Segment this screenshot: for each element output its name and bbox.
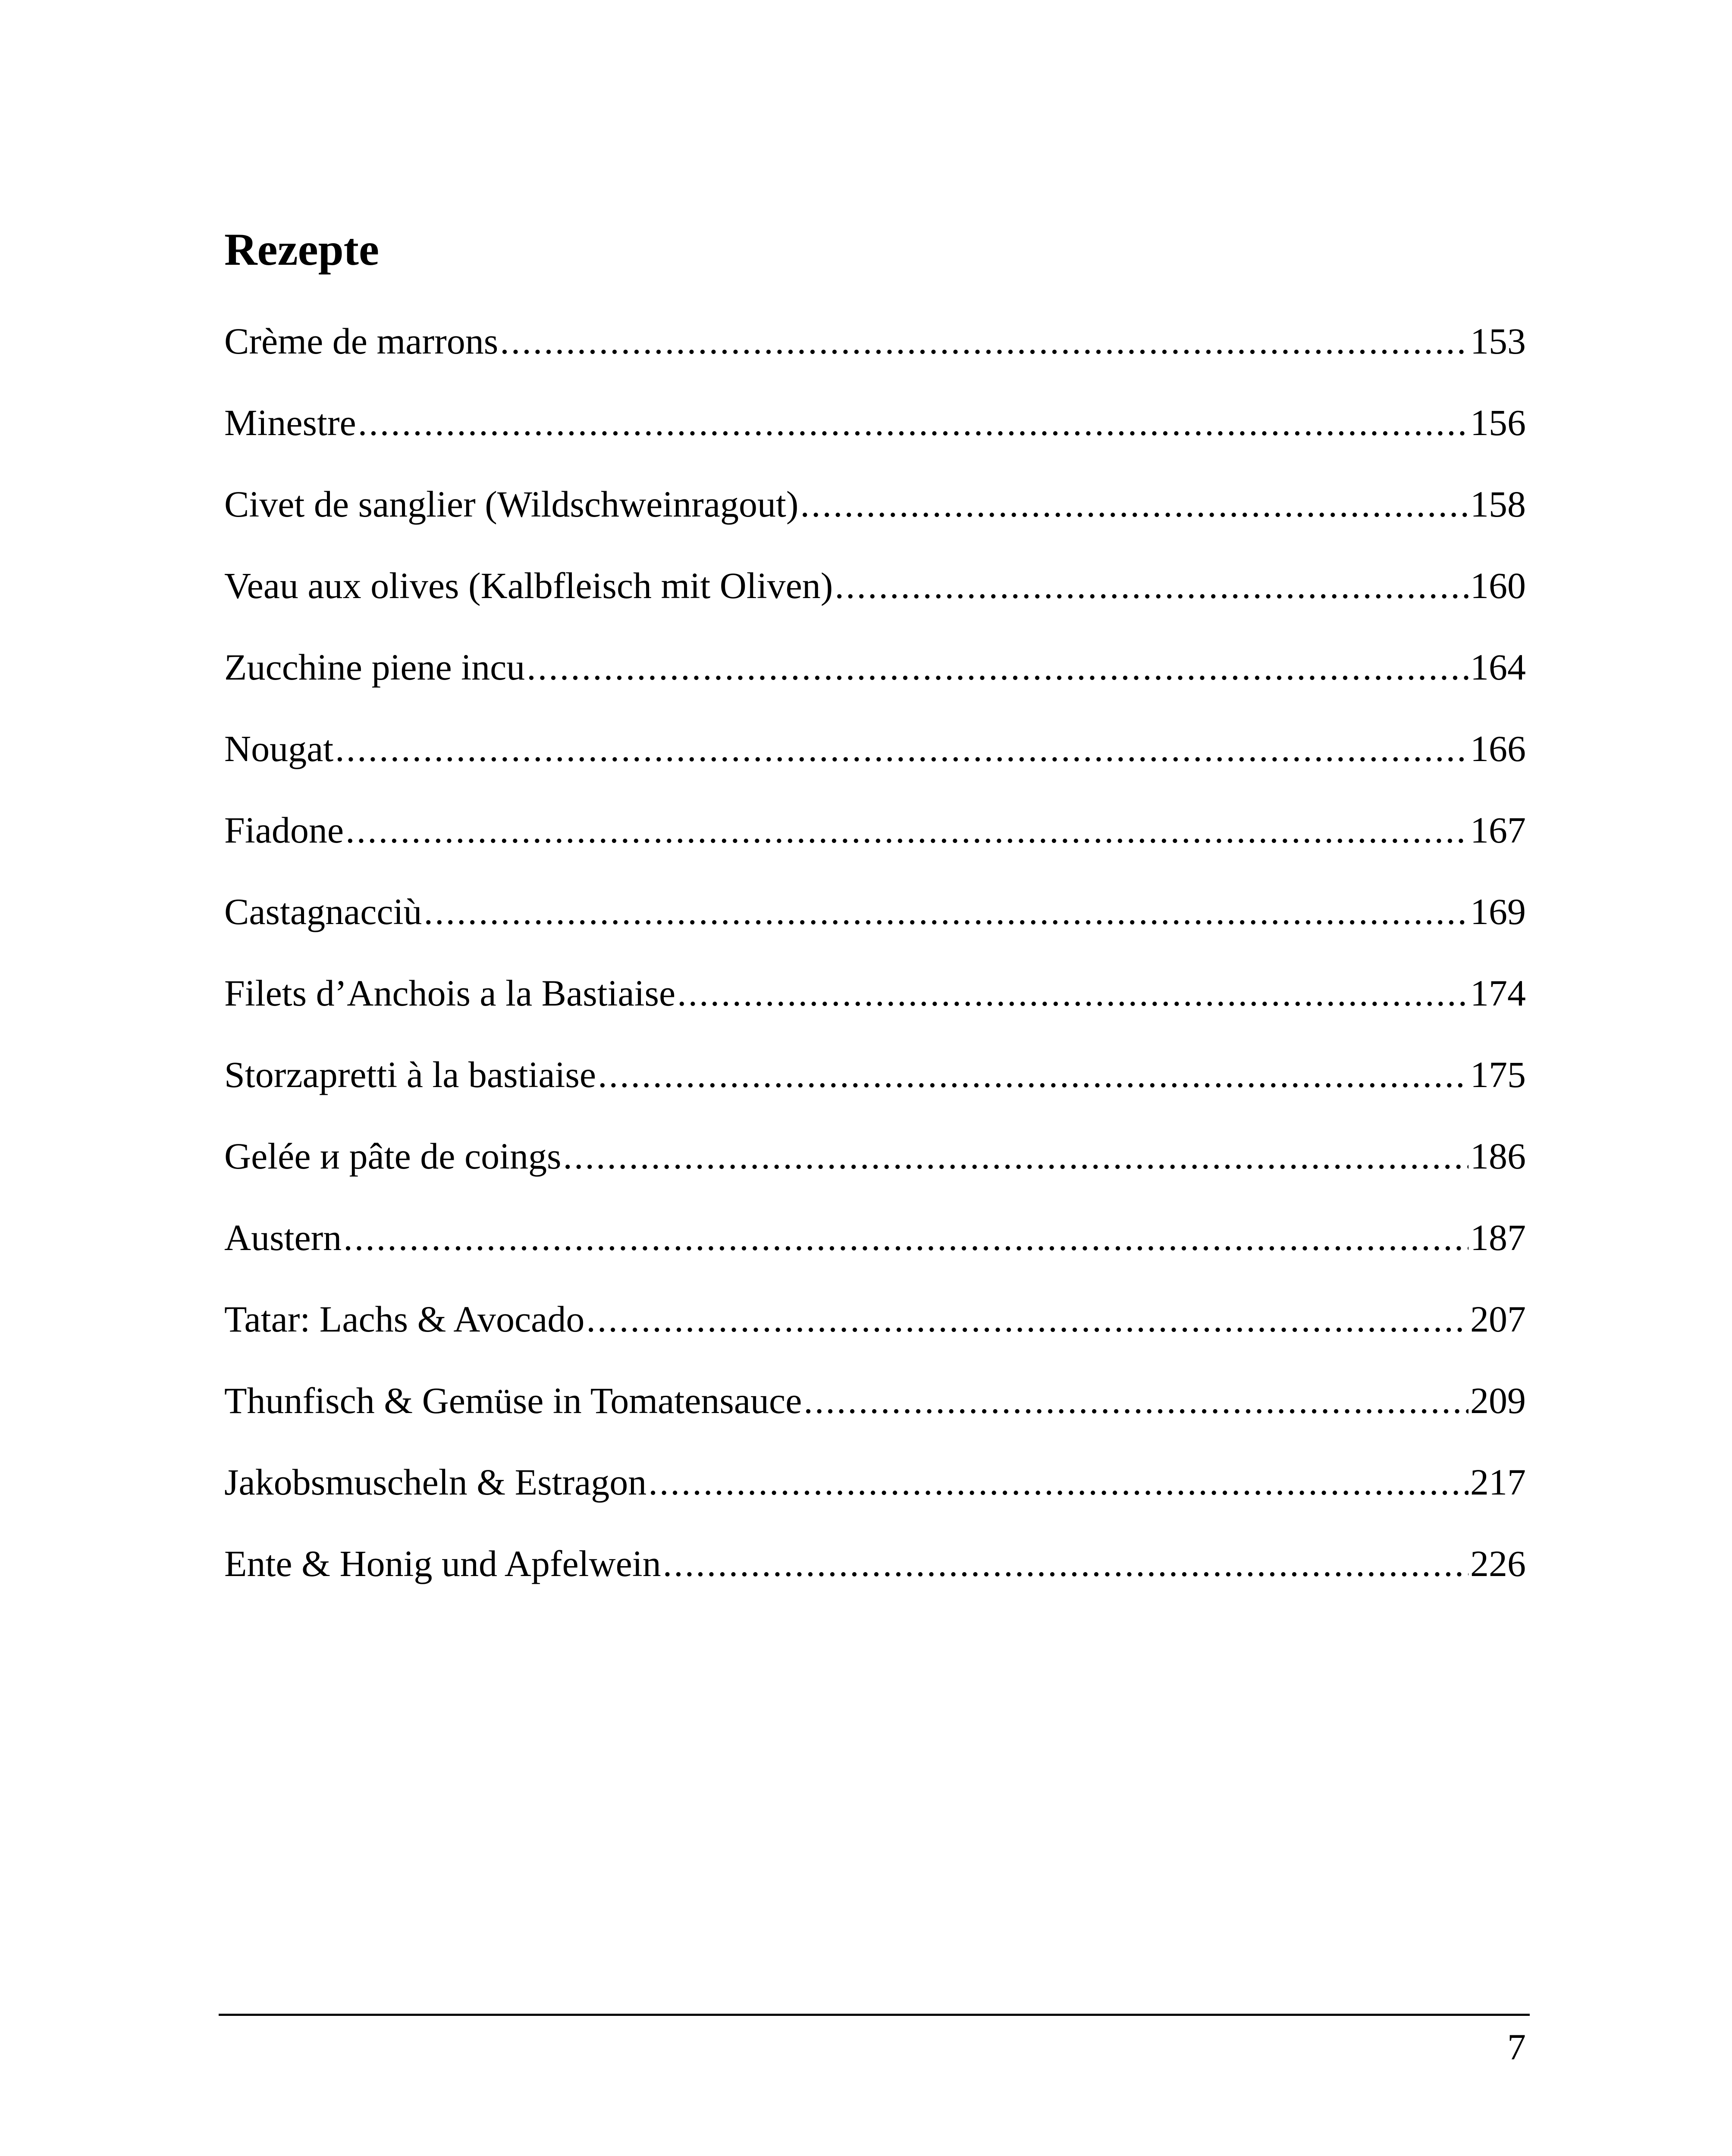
toc-entry-title: Gelée и pâte de coings — [224, 1135, 562, 1177]
toc-entry-page: 217 — [1470, 1461, 1526, 1503]
toc-entry-title: Filets d’Anchois a la Bastiaise — [224, 972, 676, 1014]
toc-entry[interactable] — [224, 320, 1526, 404]
toc-entry[interactable] — [224, 1219, 1526, 1300]
toc-entry-page: 166 — [1470, 728, 1526, 769]
toc-entry[interactable] — [224, 1056, 1526, 1138]
page-number: 7 — [1507, 2026, 1526, 2068]
toc-entry-page: 156 — [1470, 402, 1526, 443]
toc-entry-title: Minestre — [224, 402, 356, 443]
toc-entry[interactable] — [224, 809, 1526, 893]
toc-entry-page: 153 — [1470, 320, 1526, 362]
toc-entry[interactable] — [224, 1545, 1526, 1626]
toc-entry[interactable] — [224, 1382, 1526, 1463]
toc-entry-title: Crème de marrons — [224, 320, 499, 362]
toc-entry-title: Austern — [224, 1217, 342, 1258]
toc-entry-title: Zucchine piene incu — [224, 646, 525, 688]
dot-leader — [677, 975, 1468, 1012]
toc-entry-title: Jakobsmuscheln & Estragon — [224, 1461, 647, 1503]
toc-entry[interactable] — [224, 483, 1526, 567]
dot-leader — [424, 893, 1468, 930]
dot-leader — [586, 1300, 1468, 1338]
toc-entry-page: 164 — [1470, 646, 1526, 688]
toc-entry[interactable] — [224, 404, 1526, 486]
toc-entry[interactable] — [224, 646, 1526, 730]
toc-entry-title: Ente & Honig und Apfelwein — [224, 1543, 661, 1584]
dot-leader — [835, 567, 1468, 604]
dot-leader — [598, 1056, 1468, 1093]
toc-entry-title: Veau aux olives (Kalbfleisch mit Oliven) — [224, 565, 833, 606]
dot-leader — [500, 323, 1468, 360]
toc-entry-page: 209 — [1470, 1380, 1526, 1421]
dot-leader — [345, 812, 1468, 849]
toc-entry[interactable] — [224, 567, 1526, 649]
dot-leader — [335, 730, 1468, 767]
toc-entry[interactable] — [224, 972, 1526, 1056]
toc-entry-title: Storzapretti à la bastiaise — [224, 1054, 596, 1095]
toc-entry-page: 158 — [1470, 483, 1526, 525]
toc-entry-title: Thunfisch & Gemüse in Tomatensauce — [224, 1380, 802, 1421]
toc-entry-title: Fiadone — [224, 809, 344, 851]
toc-entry-page: 174 — [1470, 972, 1526, 1014]
toc-entry[interactable] — [224, 1463, 1526, 1545]
dot-leader — [343, 1219, 1468, 1256]
toc-entry[interactable] — [224, 730, 1526, 812]
toc-entry-page: 226 — [1470, 1543, 1526, 1584]
dot-leader — [358, 404, 1468, 441]
table-of-contents — [224, 320, 1526, 1626]
footer-divider — [219, 2014, 1530, 2016]
toc-entry-page: 167 — [1470, 809, 1526, 851]
toc-entry-page: 187 — [1470, 1217, 1526, 1258]
toc-entry-page: 186 — [1470, 1135, 1526, 1177]
dot-leader — [800, 486, 1468, 523]
toc-entry[interactable] — [224, 1135, 1526, 1219]
dot-leader — [563, 1138, 1468, 1175]
toc-entry[interactable] — [224, 1300, 1526, 1382]
toc-entry-title: Nougat — [224, 728, 334, 769]
toc-entry-page: 175 — [1470, 1054, 1526, 1095]
dot-leader — [648, 1463, 1468, 1501]
toc-entry-title: Civet de sanglier (Wildschweinragout) — [224, 483, 799, 525]
dot-leader — [527, 649, 1468, 686]
toc-entry-title: Tatar: Lachs & Avocado — [224, 1298, 585, 1340]
toc-entry[interactable] — [224, 893, 1526, 975]
page-title: Rezepte — [224, 224, 379, 275]
toc-entry-page: 169 — [1470, 891, 1526, 932]
dot-leader — [803, 1382, 1468, 1419]
toc-entry-page: 207 — [1470, 1298, 1526, 1340]
toc-entry-page: 160 — [1470, 565, 1526, 606]
toc-entry-title: Castagnacciù — [224, 891, 422, 932]
dot-leader — [663, 1545, 1468, 1582]
